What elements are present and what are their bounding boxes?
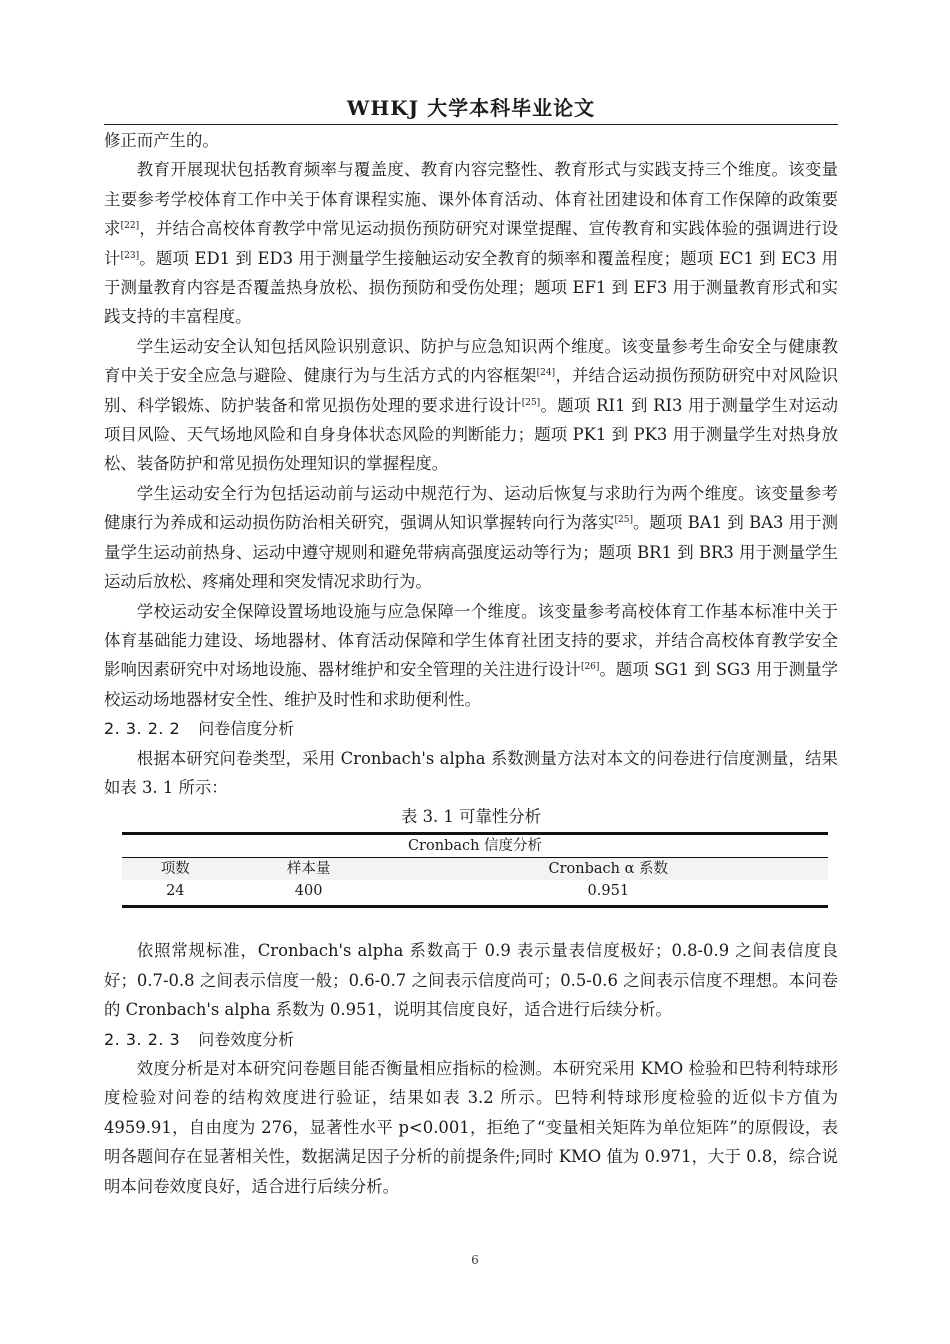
citation: [23] (120, 250, 140, 261)
paragraph: 依照常规标准，Cronbach's alpha 系数高于 0.9 表示量表信度极好；0.8-0.9 之间表信度良好；0.7-0.8 之间表示信度一般；0.6-0.7 之间表示信度尚可；0.5-0.6 之间表示信度不理想。本问卷的 Cronbach's alpha 系数为 0.951，说明其信度良好，适合进行后续分析。 (104, 941, 838, 1020)
column-header: 样本量 (229, 858, 389, 881)
page-number: 6 (471, 1253, 479, 1267)
running-header: WHKJ 大学本科毕业论文 (346, 96, 596, 120)
reliability-table (122, 832, 828, 908)
section-heading (104, 1025, 838, 1054)
header-rule (104, 124, 838, 125)
spacer (104, 908, 838, 936)
table-header-row (122, 858, 828, 881)
section-number: 2. 3. 2. 2 (104, 719, 181, 739)
paragraph-text: 学校运动安全保障设置场地设施与应急保障一个维度。该变量参考高校体育工作基本标准中关于体育基础能力建设、场地器材、体育活动保障和学生体育社团支持的要求，并结合高校体育教学安全影响因素研究中对场地设施、器材维护和安全管理的关注进行设计 (104, 601, 838, 680)
citation: [26] (580, 662, 600, 673)
paragraph (104, 155, 838, 331)
paragraph-text: 。题项 RI1 到 RI3 用于测量学生对运动项目风险、天气场地风险和自身身体状态风险的判断能力；题项 PK1 到 PK3 用于测量学生对热身放松、装备防护和常见损伤处理知识的掌握程度。 (104, 395, 839, 474)
paragraph-text: 教育开展现状包括教育频率与覆盖度、教育内容完整性、教育形式与实践支持三个维度。该变量主要参考学校体育工作中关于体育课程实施、课外体育活动、体育社团建设和体育工作保障的政策要求 (104, 160, 838, 239)
paragraph-text: 。题项 ED1 到 ED3 用于测量学生接触运动安全教育的频率和覆盖程度；题项 EC1 到 EC3 用于测量教育内容是否覆盖热身放松、损伤预防和受伤处理；题项 EF1 到 EF3 用于测量教育形式和实践支持的丰富程度。 (104, 248, 838, 327)
section-number: 2. 3. 2. 3 (104, 1029, 181, 1049)
paragraph (104, 479, 838, 597)
paragraph-text: ，并结合高校体育教学中常见运动损伤预防研究对课堂提醒、宣传教育和实践体验的强调进行设计 (104, 219, 838, 268)
paragraph (104, 597, 838, 715)
paragraph: 效度分析是对本研究问卷题目能否衡量相应指标的检测。本研究采用 KMO 检验和巴特利特球形度检验对问卷的结构效度进行验证，结果如表 3.2 所示。巴特利特球形度检验的近似卡方值为 4959.91，自由度为 276，显著性水平 p<0.001，拒绝了“变量相关矩阵为单位矩阵”的原假设，表明各题间存在显著相关性，数据满足因子分析的前提条件;同时 KMO 值为 0.971，大于 0.8，综合说明本问卷效度良好，适合进行后续分析。 (104, 1058, 838, 1196)
table-row (122, 880, 828, 907)
table-cell: 24 (122, 880, 229, 907)
paragraph-text: 。题项 SG1 到 SG3 用于测量学校运动场地器材安全性、维护及时性和求助便利性。 (104, 660, 838, 709)
section-title: 问卷信度分析 (198, 719, 295, 739)
table-cell: 400 (229, 880, 389, 907)
paragraph: 根据本研究问卷类型，采用 Cronbach's alpha 系数测量方法对本文的问卷进行信度测量，结果如表 3. 1 所示： (104, 748, 838, 797)
page-body (104, 126, 838, 1201)
table-cell: 0.951 (389, 880, 828, 907)
table-group-header: Cronbach 信度分析 (122, 834, 828, 858)
paragraph-text: 。题项 BA1 到 BA3 用于测量学生运动前热身、运动中遵守规则和避免带病高强度运动等行为；题项 BR1 到 BR3 用于测量学生运动后放松、疼痛处理和突发情况求助行为。 (104, 513, 839, 592)
paragraph-text: ，并结合运动损伤预防研究中对风险识别、科学锻炼、防护装备和常见损伤处理的要求进行设计 (104, 366, 839, 415)
column-header: Cronbach α 系数 (389, 858, 828, 881)
section-heading (104, 714, 838, 743)
citation: [22] (120, 221, 140, 232)
table-caption: 表 3. 1 可靠性分析 (400, 807, 542, 827)
paragraph: 修正而产生的。 (104, 131, 219, 150)
citation: [25] (521, 397, 541, 408)
section-title: 问卷效度分析 (198, 1029, 295, 1049)
citation: [25] (614, 515, 633, 526)
paragraph-text: 学生运动安全认知包括风险识别意识、防护与应急知识两个维度。该变量参考生命安全与健康教育中关于安全应急与避险、健康行为与生活方式的内容框架 (104, 336, 838, 386)
paragraph-text: 学生运动安全行为包括运动前与运动中规范行为、运动后恢复与求助行为两个维度。该变量参考健康行为养成和运动损伤防治相关研究，强调从知识掌握转向行为落实 (104, 483, 838, 533)
column-header: 项数 (122, 858, 229, 881)
paragraph (104, 332, 838, 479)
table-group-header-row (122, 834, 828, 858)
citation: [24] (536, 368, 556, 379)
